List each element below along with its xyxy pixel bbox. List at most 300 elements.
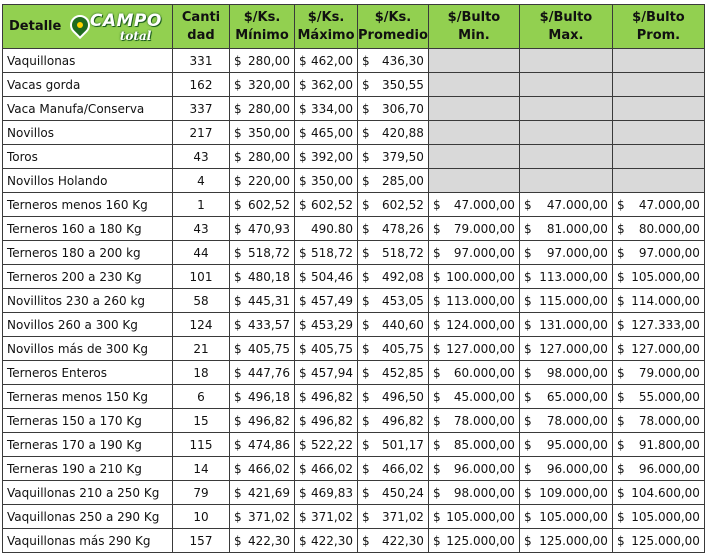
currency-symbol: $ bbox=[523, 461, 532, 476]
cell-value: 127.333,00 bbox=[631, 317, 700, 332]
currency-symbol: $ bbox=[523, 413, 532, 428]
currency-symbol: $ bbox=[234, 389, 242, 404]
row-quantity: 14 bbox=[173, 457, 230, 481]
currency-symbol: $ bbox=[362, 293, 370, 308]
currency-symbol: $ bbox=[523, 341, 532, 356]
cell-value: 504,46 bbox=[311, 269, 353, 284]
row-name: Vacas gorda bbox=[3, 73, 173, 97]
currency-symbol: $ bbox=[234, 461, 242, 476]
cell-value: 490.80 bbox=[311, 221, 353, 236]
currency-symbol: $ bbox=[299, 461, 307, 476]
currency-symbol: $ bbox=[299, 485, 307, 500]
cell-value: 462,00 bbox=[311, 53, 353, 68]
cell-value: 466,02 bbox=[311, 461, 353, 476]
cell-value: 124.000,00 bbox=[446, 317, 515, 332]
row-name: Terneros 200 a 230 Kg bbox=[3, 265, 173, 289]
cell-value: 320,00 bbox=[248, 77, 290, 92]
cell-value: 453,05 bbox=[381, 293, 424, 308]
cell-max bbox=[295, 337, 358, 361]
cell-max bbox=[295, 313, 358, 337]
currency-symbol: $ bbox=[362, 413, 370, 428]
cell-value: 350,00 bbox=[311, 173, 353, 188]
currency-symbol: $ bbox=[523, 197, 532, 212]
cell-value: 45.000,00 bbox=[453, 389, 515, 404]
cell-bprom bbox=[612, 481, 704, 505]
cell-bmax bbox=[519, 409, 612, 433]
row-name: Terneras 190 a 210 Kg bbox=[3, 457, 173, 481]
cell-bmin bbox=[428, 337, 519, 361]
cell-bmax bbox=[519, 73, 612, 97]
cell-value: 105.000,00 bbox=[446, 509, 515, 524]
cell-prom bbox=[358, 433, 429, 457]
cell-value: 98.000,00 bbox=[546, 365, 608, 380]
cell-value: 350,00 bbox=[248, 125, 290, 140]
currency-symbol: $ bbox=[362, 245, 370, 260]
currency-symbol: $ bbox=[616, 485, 625, 500]
cell-value: 60.000,00 bbox=[453, 365, 515, 380]
logo-word-total: total bbox=[119, 28, 152, 43]
currency-symbol: $ bbox=[523, 533, 532, 548]
cell-min bbox=[230, 241, 295, 265]
table-row bbox=[3, 361, 705, 385]
cell-value: 440,60 bbox=[381, 317, 424, 332]
cell-value: 450,24 bbox=[381, 485, 424, 500]
currency-symbol: $ bbox=[523, 245, 532, 260]
cell-value: 436,30 bbox=[381, 53, 424, 68]
cell-bmax bbox=[519, 433, 612, 457]
cell-bmax bbox=[519, 121, 612, 145]
cell-max bbox=[295, 121, 358, 145]
cell-value: 496,50 bbox=[381, 389, 424, 404]
cell-max bbox=[295, 241, 358, 265]
currency-symbol: $ bbox=[234, 245, 242, 260]
cell-prom bbox=[358, 49, 429, 73]
currency-symbol: $ bbox=[234, 149, 242, 164]
cell-value: 602,52 bbox=[311, 197, 353, 212]
row-name: Terneros 160 a 180 Kg bbox=[3, 217, 173, 241]
cell-value: 453,29 bbox=[311, 317, 353, 332]
cell-prom bbox=[358, 361, 429, 385]
cell-value: 452,85 bbox=[381, 365, 424, 380]
row-quantity: 124 bbox=[173, 313, 230, 337]
cell-max bbox=[295, 265, 358, 289]
cell-value: 131.000,00 bbox=[539, 317, 608, 332]
currency-symbol: $ bbox=[616, 461, 625, 476]
row-quantity: 43 bbox=[173, 145, 230, 169]
cell-max bbox=[295, 217, 358, 241]
cell-value: 518,72 bbox=[381, 245, 424, 260]
cell-bprom bbox=[612, 265, 704, 289]
cell-value: 421,69 bbox=[248, 485, 290, 500]
currency-symbol: $ bbox=[616, 341, 625, 356]
cell-bmax bbox=[519, 313, 612, 337]
currency-symbol: $ bbox=[234, 341, 242, 356]
cell-value: 445,31 bbox=[248, 293, 290, 308]
currency-symbol: $ bbox=[362, 149, 370, 164]
cell-value: 220,00 bbox=[248, 173, 290, 188]
row-name: Terneras menos 150 Kg bbox=[3, 385, 173, 409]
cell-value: 105.000,00 bbox=[539, 509, 608, 524]
cell-max bbox=[295, 49, 358, 73]
cell-bprom bbox=[612, 73, 704, 97]
cell-value: 100.000,00 bbox=[446, 269, 515, 284]
cell-value: 457,49 bbox=[311, 293, 353, 308]
cell-bprom bbox=[612, 337, 704, 361]
cell-value: 280,00 bbox=[248, 53, 290, 68]
cell-value: 350,55 bbox=[381, 77, 424, 92]
cell-min bbox=[230, 433, 295, 457]
currency-symbol: $ bbox=[432, 293, 441, 308]
cell-prom bbox=[358, 121, 429, 145]
currency-symbol: $ bbox=[616, 413, 625, 428]
cell-min bbox=[230, 97, 295, 121]
table-row bbox=[3, 409, 705, 433]
cell-min bbox=[230, 337, 295, 361]
currency-symbol: $ bbox=[234, 365, 242, 380]
currency-symbol: $ bbox=[234, 533, 242, 548]
cell-bprom bbox=[612, 313, 704, 337]
currency-symbol: $ bbox=[299, 509, 307, 524]
currency-symbol: $ bbox=[362, 365, 370, 380]
cell-value: 79.000,00 bbox=[638, 365, 700, 380]
cell-bprom bbox=[612, 193, 704, 217]
cell-value: 115.000,00 bbox=[539, 293, 608, 308]
campo-total-logo bbox=[70, 10, 162, 43]
currency-symbol: $ bbox=[234, 221, 242, 236]
currency-symbol: $ bbox=[362, 173, 370, 188]
currency-symbol: $ bbox=[299, 437, 307, 452]
price-table-container bbox=[2, 4, 705, 553]
cell-value: 78.000,00 bbox=[453, 413, 515, 428]
row-name: Vaquillonas bbox=[3, 49, 173, 73]
cell-value: 125.000,00 bbox=[539, 533, 608, 548]
header-prom-bulto: $/Bulto Prom. bbox=[612, 5, 704, 49]
cell-bmin bbox=[428, 361, 519, 385]
currency-symbol: $ bbox=[432, 485, 441, 500]
currency-symbol: $ bbox=[432, 461, 441, 476]
currency-symbol: $ bbox=[234, 317, 242, 332]
cell-value: 80.000,00 bbox=[638, 221, 700, 236]
cell-value: 496,18 bbox=[248, 389, 290, 404]
cell-bmin bbox=[428, 505, 519, 529]
currency-symbol: $ bbox=[616, 197, 625, 212]
row-quantity: 10 bbox=[173, 505, 230, 529]
cell-bmin bbox=[428, 385, 519, 409]
cell-prom bbox=[358, 217, 429, 241]
cell-bmin bbox=[428, 265, 519, 289]
currency-symbol: $ bbox=[299, 533, 307, 548]
table-row bbox=[3, 193, 705, 217]
cell-value: 96.000,00 bbox=[638, 461, 700, 476]
cell-value: 96.000,00 bbox=[453, 461, 515, 476]
currency-symbol: $ bbox=[523, 317, 532, 332]
row-quantity: 1 bbox=[173, 193, 230, 217]
table-row bbox=[3, 145, 705, 169]
cell-prom bbox=[358, 337, 429, 361]
price-table bbox=[2, 4, 705, 553]
cell-min bbox=[230, 265, 295, 289]
cell-value: 127.000,00 bbox=[446, 341, 515, 356]
row-name: Vaca Manufa/Conserva bbox=[3, 97, 173, 121]
currency-symbol: $ bbox=[432, 221, 441, 236]
cell-max bbox=[295, 145, 358, 169]
cell-value: 109.000,00 bbox=[539, 485, 608, 500]
header-row bbox=[3, 5, 705, 49]
cell-value: 501,17 bbox=[381, 437, 424, 452]
cell-max bbox=[295, 433, 358, 457]
cell-value: 371,02 bbox=[311, 509, 353, 524]
cell-bprom bbox=[612, 505, 704, 529]
cell-bmax bbox=[519, 217, 612, 241]
cell-value: 496,82 bbox=[381, 413, 424, 428]
row-name: Vaquillonas 210 a 250 Kg bbox=[3, 481, 173, 505]
row-quantity: 43 bbox=[173, 217, 230, 241]
cell-value: 405,75 bbox=[311, 341, 353, 356]
cell-prom bbox=[358, 385, 429, 409]
row-name: Novillos más de 300 Kg bbox=[3, 337, 173, 361]
cell-value: 78.000,00 bbox=[546, 413, 608, 428]
currency-symbol: $ bbox=[234, 293, 242, 308]
cell-min bbox=[230, 313, 295, 337]
currency-symbol: $ bbox=[234, 77, 242, 92]
cell-bmin bbox=[428, 529, 519, 553]
cell-value: 95.000,00 bbox=[546, 437, 608, 452]
currency-symbol: $ bbox=[432, 269, 441, 284]
currency-symbol: $ bbox=[432, 341, 441, 356]
cell-value: 334,00 bbox=[311, 101, 353, 116]
cell-value: 480,18 bbox=[248, 269, 290, 284]
currency-symbol: $ bbox=[234, 437, 242, 452]
cell-max bbox=[295, 457, 358, 481]
cell-max bbox=[295, 409, 358, 433]
currency-symbol: $ bbox=[616, 437, 625, 452]
row-quantity: 217 bbox=[173, 121, 230, 145]
cell-bmax bbox=[519, 49, 612, 73]
table-row bbox=[3, 97, 705, 121]
cell-value: 371,02 bbox=[381, 509, 424, 524]
cell-max bbox=[295, 385, 358, 409]
cell-prom bbox=[358, 193, 429, 217]
cell-value: 496,82 bbox=[311, 389, 353, 404]
cell-value: 422,30 bbox=[248, 533, 290, 548]
currency-symbol: $ bbox=[362, 437, 370, 452]
currency-symbol: $ bbox=[362, 269, 370, 284]
cell-value: 280,00 bbox=[248, 101, 290, 116]
header-cantidad: Canti dad bbox=[173, 5, 230, 49]
cell-value: 478,26 bbox=[381, 221, 424, 236]
cell-bprom bbox=[612, 145, 704, 169]
cell-value: 420,88 bbox=[381, 125, 424, 140]
row-quantity: 6 bbox=[173, 385, 230, 409]
table-row bbox=[3, 49, 705, 73]
cell-value: 98.000,00 bbox=[453, 485, 515, 500]
currency-symbol: $ bbox=[234, 509, 242, 524]
cell-value: 97.000,00 bbox=[638, 245, 700, 260]
table-body bbox=[3, 49, 705, 553]
currency-symbol: $ bbox=[616, 269, 625, 284]
cell-bprom bbox=[612, 169, 704, 193]
cell-bmax bbox=[519, 241, 612, 265]
cell-value: 422,30 bbox=[311, 533, 353, 548]
cell-value: 113.000,00 bbox=[539, 269, 608, 284]
currency-symbol: $ bbox=[616, 245, 625, 260]
cell-bmax bbox=[519, 337, 612, 361]
cell-value: 433,57 bbox=[248, 317, 290, 332]
cell-max bbox=[295, 73, 358, 97]
currency-symbol: $ bbox=[234, 125, 242, 140]
currency-symbol: $ bbox=[523, 437, 532, 452]
cell-value: 392,00 bbox=[311, 149, 353, 164]
currency-symbol: $ bbox=[616, 509, 625, 524]
row-quantity: 21 bbox=[173, 337, 230, 361]
row-quantity: 115 bbox=[173, 433, 230, 457]
cell-max bbox=[295, 289, 358, 313]
cell-value: 105.000,00 bbox=[631, 269, 700, 284]
cell-value: 125.000,00 bbox=[446, 533, 515, 548]
table-row bbox=[3, 457, 705, 481]
currency-symbol: $ bbox=[299, 365, 307, 380]
cell-value: 127.000,00 bbox=[539, 341, 608, 356]
currency-symbol: $ bbox=[523, 485, 532, 500]
currency-symbol: $ bbox=[362, 53, 370, 68]
cell-value: 466,02 bbox=[248, 461, 290, 476]
currency-symbol: $ bbox=[432, 245, 441, 260]
currency-symbol: $ bbox=[362, 485, 370, 500]
currency-symbol: $ bbox=[523, 293, 532, 308]
cell-max bbox=[295, 505, 358, 529]
table-row bbox=[3, 337, 705, 361]
currency-symbol: $ bbox=[299, 389, 307, 404]
cell-bmin bbox=[428, 217, 519, 241]
cell-min bbox=[230, 73, 295, 97]
currency-symbol: $ bbox=[362, 125, 370, 140]
row-name: Novillos 260 a 300 Kg bbox=[3, 313, 173, 337]
cell-bmin bbox=[428, 193, 519, 217]
table-row bbox=[3, 529, 705, 553]
cell-value: 379,50 bbox=[381, 149, 424, 164]
header-prom-kg: $/Ks. Promedio bbox=[358, 5, 429, 49]
cell-value: 602,52 bbox=[248, 197, 290, 212]
currency-symbol: $ bbox=[299, 53, 307, 68]
currency-symbol: $ bbox=[362, 197, 370, 212]
currency-symbol: $ bbox=[616, 221, 625, 236]
currency-symbol: $ bbox=[234, 53, 242, 68]
currency-symbol: $ bbox=[616, 365, 625, 380]
cell-bmax bbox=[519, 481, 612, 505]
currency-symbol: $ bbox=[432, 317, 441, 332]
currency-symbol: $ bbox=[362, 221, 370, 236]
row-quantity: 4 bbox=[173, 169, 230, 193]
row-quantity: 44 bbox=[173, 241, 230, 265]
cell-bmin bbox=[428, 169, 519, 193]
cell-bmin bbox=[428, 289, 519, 313]
cell-value: 496,82 bbox=[311, 413, 353, 428]
cell-prom bbox=[358, 289, 429, 313]
cell-value: 306,70 bbox=[381, 101, 424, 116]
cell-value: 114.000,00 bbox=[631, 293, 700, 308]
cell-bprom bbox=[612, 217, 704, 241]
row-quantity: 157 bbox=[173, 529, 230, 553]
currency-symbol: $ bbox=[234, 485, 242, 500]
header-max-bulto: $/Bulto Max. bbox=[519, 5, 612, 49]
row-name: Terneras 150 a 170 Kg bbox=[3, 409, 173, 433]
cell-prom bbox=[358, 457, 429, 481]
cell-value: 96.000,00 bbox=[546, 461, 608, 476]
cell-min bbox=[230, 217, 295, 241]
currency-symbol: $ bbox=[362, 101, 370, 116]
cell-value: 113.000,00 bbox=[446, 293, 515, 308]
header-max-kg: $/Ks. Máximo bbox=[295, 5, 358, 49]
table-row bbox=[3, 313, 705, 337]
cell-min bbox=[230, 457, 295, 481]
table-row bbox=[3, 433, 705, 457]
cell-bprom bbox=[612, 385, 704, 409]
cell-bprom bbox=[612, 409, 704, 433]
row-name: Vaquillonas más 290 Kg bbox=[3, 529, 173, 553]
cell-value: 447,76 bbox=[248, 365, 290, 380]
currency-symbol: $ bbox=[616, 533, 625, 548]
cell-value: 104.600,00 bbox=[631, 485, 700, 500]
currency-symbol: $ bbox=[616, 293, 625, 308]
cell-value: 466,02 bbox=[381, 461, 424, 476]
logo-word-campo: CAMPO bbox=[89, 10, 162, 31]
cell-bprom bbox=[612, 97, 704, 121]
cell-value: 362,00 bbox=[311, 77, 353, 92]
currency-symbol: $ bbox=[523, 389, 532, 404]
currency-symbol: $ bbox=[299, 149, 307, 164]
currency-symbol: $ bbox=[616, 389, 625, 404]
currency-symbol: $ bbox=[299, 293, 307, 308]
currency-symbol: $ bbox=[299, 413, 307, 428]
cell-max bbox=[295, 193, 358, 217]
cell-max bbox=[295, 529, 358, 553]
row-name: Vaquillonas 250 a 290 Kg bbox=[3, 505, 173, 529]
table-row bbox=[3, 481, 705, 505]
row-name: Novillos Holando bbox=[3, 169, 173, 193]
row-name: Terneros Enteros bbox=[3, 361, 173, 385]
table-row bbox=[3, 241, 705, 265]
cell-value: 496,82 bbox=[248, 413, 290, 428]
cell-bmin bbox=[428, 481, 519, 505]
cell-bmin bbox=[428, 457, 519, 481]
cell-value: 405,75 bbox=[248, 341, 290, 356]
cell-bmin bbox=[428, 121, 519, 145]
currency-symbol: $ bbox=[299, 197, 307, 212]
cell-value: 518,72 bbox=[311, 245, 353, 260]
cell-value: 91.800,00 bbox=[638, 437, 700, 452]
cell-value: 518,72 bbox=[248, 245, 290, 260]
table-row bbox=[3, 121, 705, 145]
row-name: Terneros 180 a 200 kg bbox=[3, 241, 173, 265]
cell-min bbox=[230, 145, 295, 169]
table-row bbox=[3, 385, 705, 409]
cell-min bbox=[230, 169, 295, 193]
cell-min bbox=[230, 121, 295, 145]
cell-prom bbox=[358, 265, 429, 289]
cell-value: 105.000,00 bbox=[631, 509, 700, 524]
cell-value: 65.000,00 bbox=[546, 389, 608, 404]
cell-value: 469,83 bbox=[311, 485, 353, 500]
cell-value: 97.000,00 bbox=[453, 245, 515, 260]
cell-bmax bbox=[519, 529, 612, 553]
cell-max bbox=[295, 97, 358, 121]
cell-value: 602,52 bbox=[381, 197, 424, 212]
cell-value: 522,22 bbox=[311, 437, 353, 452]
cell-bprom bbox=[612, 529, 704, 553]
currency-symbol: $ bbox=[299, 317, 307, 332]
row-quantity: 79 bbox=[173, 481, 230, 505]
cell-value: 78.000,00 bbox=[638, 413, 700, 428]
